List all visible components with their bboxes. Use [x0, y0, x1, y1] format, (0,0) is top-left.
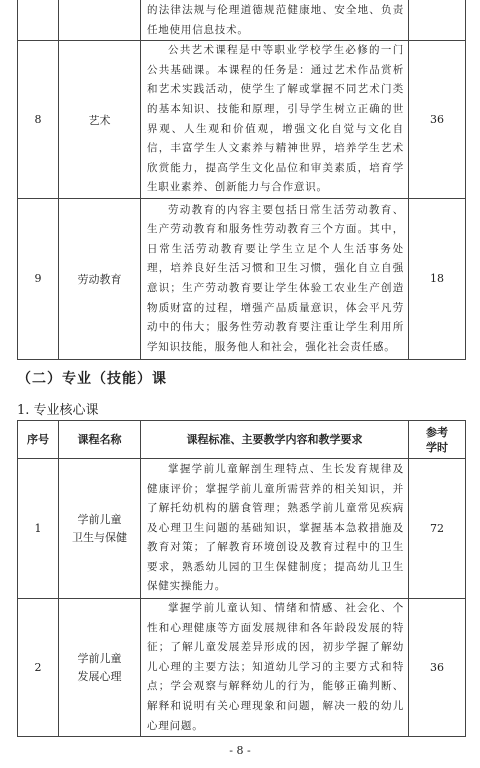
header-description: 课程标准、主要教学内容和教学要求 — [141, 421, 409, 459]
header-hours-line1: 参考 — [426, 425, 448, 439]
desc-text: 公共艺术课程是中等职业学校学生必修的一门公共基础课。本课程的任务是：通过艺术作品赏析和艺术实践活动，使学生了解或掌握不同艺术门类的基本知识、技能和原理，引导学生树立正确的世界观、人生观和价值观，增强文化自觉与文化自信，丰富学生人文素养与精神世界，培养学生艺术欣赏能力，提高学生文化品位和审美素质，培育学生职业素养、创新能力与合作意识。 — [147, 44, 404, 194]
course-hours: 18 — [409, 198, 466, 359]
course-name: 艺术 — [59, 41, 141, 199]
course-name — [59, 0, 141, 41]
course-name-line2: 卫生与保健 — [72, 530, 127, 544]
course-hours: 36 — [409, 599, 466, 737]
row-index: 1 — [18, 459, 59, 599]
header-course-name: 课程名称 — [59, 421, 141, 459]
desc-text: 的法律法规与伦理道德规范健康地、安全地、负责任地使用信息技术。 — [147, 4, 404, 36]
header-index: 序号 — [18, 421, 59, 459]
course-name — [59, 459, 141, 599]
course-hours: 72 — [409, 459, 466, 599]
course-hours: 36 — [409, 41, 466, 199]
core-course-table — [17, 420, 466, 737]
header-hours-line2: 学时 — [426, 440, 448, 454]
course-description — [141, 459, 409, 599]
desc-text: 劳动教育的内容主要包括日常生活劳动教育、生产劳动教育和服务性劳动教育三个方面。其中，日常生活劳动教育要让学生立足个人生活事务处理，培养良好生活习惯和卫生习惯，强化自立自强意识；生产劳动教育要让学生体验工农业生产创造物质财富的过程，增强产品质量意识，体会平凡劳动中的伟大；服务性劳动教育要注重让学生利用所学知识技能，服务他人和社会，强化社会责任感。 — [147, 203, 404, 353]
row-index — [18, 0, 59, 41]
table-row — [18, 41, 466, 199]
row-index: 2 — [18, 599, 59, 737]
course-name — [59, 599, 141, 737]
table-header-row — [18, 421, 466, 459]
course-name: 劳动教育 — [59, 198, 141, 359]
subsection-heading: 1. 专业核心课 — [17, 403, 99, 418]
course-table-continued — [17, 0, 466, 360]
course-name-line1: 学前儿童 — [77, 651, 122, 665]
course-description — [141, 0, 409, 41]
section-heading: （二）专业（技能）课 — [17, 371, 167, 387]
course-hours — [409, 0, 466, 41]
row-index: 9 — [18, 198, 59, 359]
page-number: - 8 - — [229, 744, 251, 757]
table-row — [18, 198, 466, 359]
row-index: 8 — [18, 41, 59, 199]
course-description — [141, 599, 409, 737]
table-row — [18, 459, 466, 599]
header-hours — [409, 421, 466, 459]
course-description — [141, 198, 409, 359]
course-name-line1: 学前儿童 — [77, 512, 122, 526]
table-row — [18, 599, 466, 737]
table-row — [18, 0, 466, 41]
desc-text: 掌握学前儿童解剖生理特点、生长发育规律及健康评价；掌握学前儿童所需营养的相关知识，并了解托幼机构的膳食管理；熟悉学前儿童常见疾病及心理卫生问题的基础知识，掌握基本急救措施及教育对策；了解教育环境创设及教育过程中的卫生要求，熟悉幼儿园的卫生保健制度；提高幼儿卫生保健实操能力。 — [147, 462, 404, 593]
course-description — [141, 41, 409, 199]
course-name-line2: 发展心理 — [77, 669, 122, 683]
desc-text: 掌握学前儿童认知、情绪和情感、社会化、个性和心理健康等方面发展规律和各年龄段发展的特征；了解儿童发展差异形成的因，初步学握了解幼儿心理的主要方法；知道幼儿学习的主要方式和特点；学会观察与解释幼儿的行为，能够正确判断、解释和说明有关心理现象和问题，解决一般的幼儿心理问题。 — [147, 602, 404, 732]
